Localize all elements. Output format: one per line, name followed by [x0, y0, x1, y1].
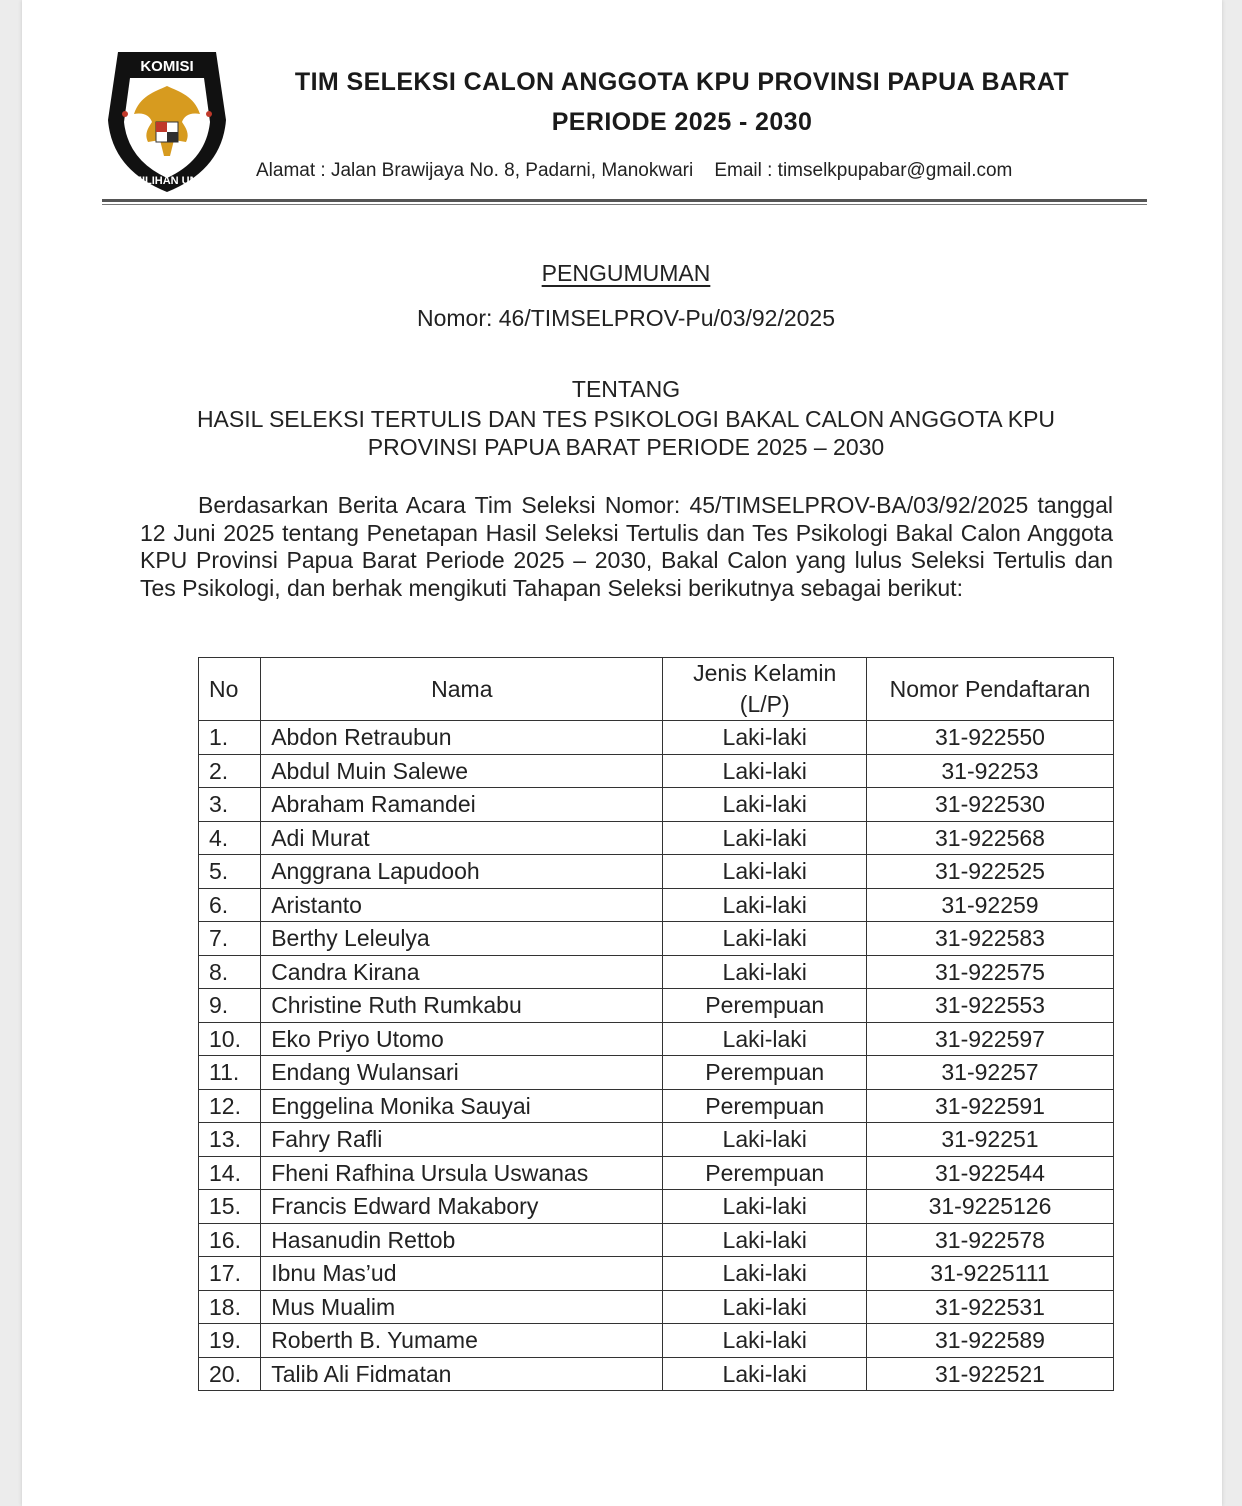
header-title: TIM SELEKSI CALON ANGGOTA KPU PROVINSI PAPUA BARAT [294, 68, 1070, 96]
row-number: 11. [199, 1056, 261, 1090]
header-gender [663, 658, 867, 721]
table-row [199, 821, 1114, 855]
row-number: 13. [199, 1123, 261, 1157]
row-number: 14. [199, 1156, 261, 1190]
table-row [199, 754, 1114, 788]
table-row [199, 721, 1114, 755]
row-name: Candra Kirana [261, 955, 663, 989]
row-registration: 31-922597 [866, 1022, 1113, 1056]
row-name: Mus Mualim [261, 1290, 663, 1324]
table-row [199, 1123, 1114, 1157]
row-name: Abdul Muin Salewe [261, 754, 663, 788]
row-name: Endang Wulansari [261, 1056, 663, 1090]
row-registration: 31-922531 [866, 1290, 1113, 1324]
row-gender: Laki-laki [663, 1257, 867, 1291]
row-gender: Laki-laki [663, 721, 867, 755]
table-row [199, 1257, 1114, 1291]
header-divider [102, 199, 1147, 202]
row-name: Hasanudin Rettob [261, 1223, 663, 1257]
row-registration: 31-922568 [866, 821, 1113, 855]
row-registration: 31-922589 [866, 1324, 1113, 1358]
header-email: Email : timselkpupabar@gmail.com [714, 160, 1013, 181]
table-row [199, 1290, 1114, 1324]
row-registration: 31-922583 [866, 922, 1113, 956]
row-gender: Laki-laki [663, 1357, 867, 1391]
row-registration: 31-922544 [866, 1156, 1113, 1190]
table-row [199, 788, 1114, 822]
kpu-logo-icon [104, 42, 230, 198]
table-row [199, 888, 1114, 922]
row-name: Enggelina Monika Sauyai [261, 1089, 663, 1123]
row-registration: 31-92259 [866, 888, 1113, 922]
table-row [199, 1324, 1114, 1358]
row-gender: Perempuan [663, 1056, 867, 1090]
row-registration: 31-92257 [866, 1056, 1113, 1090]
row-gender: Laki-laki [663, 1223, 867, 1257]
row-gender: Laki-laki [663, 922, 867, 956]
row-number: 10. [199, 1022, 261, 1056]
row-gender: Laki-laki [663, 955, 867, 989]
row-registration: 31-9225111 [866, 1257, 1113, 1291]
row-registration: 31-9225126 [866, 1190, 1113, 1224]
header-registration: Nomor Pendaftaran [866, 658, 1113, 721]
announcement-number: Nomor: 46/TIMSELPROV-Pu/03/92/2025 [416, 305, 836, 331]
row-number: 9. [199, 989, 261, 1023]
row-number: 12. [199, 1089, 261, 1123]
row-gender: Laki-laki [663, 1190, 867, 1224]
row-gender: Laki-laki [663, 855, 867, 889]
header-divider-thin [102, 204, 1147, 205]
announcement-subject [122, 405, 1130, 461]
row-name: Fahry Rafli [261, 1123, 663, 1157]
row-number: 2. [199, 754, 261, 788]
row-number: 3. [199, 788, 261, 822]
row-gender: Perempuan [663, 1089, 867, 1123]
row-gender: Laki-laki [663, 754, 867, 788]
row-number: 6. [199, 888, 261, 922]
document-page [22, 0, 1222, 1506]
table-row [199, 1223, 1114, 1257]
row-name: Francis Edward Makabory [261, 1190, 663, 1224]
row-number: 4. [199, 821, 261, 855]
header-address: Alamat : Jalan Brawijaya No. 8, Padarni, Manokwari [256, 160, 694, 181]
table-row [199, 1056, 1114, 1090]
row-registration: 31-922553 [866, 989, 1113, 1023]
row-registration: 31-92253 [866, 754, 1113, 788]
row-number: 5. [199, 855, 261, 889]
announcement-paragraph: Berdasarkan Berita Acara Tim Seleksi Nomor: 45/TIMSELPROV-BA/03/92/2025 tanggal 12 Juni 2025 tentang Penetapan Hasil Seleksi Tertulis dan Tes Psikologi Bakal Calon Anggota KPU Provinsi Papua Barat Periode 2025 – 2030, Bakal Calon yang lulus Seleksi Tertulis dan Tes Psikologi, dan berhak mengikuti Tahapan Seleksi berikutnya sebagai berikut: [140, 492, 1113, 601]
announcement-title: PENGUMUMAN [541, 260, 711, 286]
row-registration: 31-922591 [866, 1089, 1113, 1123]
row-gender: Perempuan [663, 1156, 867, 1190]
logo-text-bottom: PEMILIHAN UMUM [118, 175, 216, 187]
row-name: Eko Priyo Utomo [261, 1022, 663, 1056]
row-number: 18. [199, 1290, 261, 1324]
row-gender: Laki-laki [663, 1324, 867, 1358]
row-name: Adi Murat [261, 821, 663, 855]
row-registration: 31-922550 [866, 721, 1113, 755]
row-name: Berthy Leleulya [261, 922, 663, 956]
table-row [199, 955, 1114, 989]
row-registration: 31-92251 [866, 1123, 1113, 1157]
table-row [199, 1357, 1114, 1391]
table-row [199, 855, 1114, 889]
table-row [199, 1089, 1114, 1123]
subject-line-1: HASIL SELEKSI TERTULIS DAN TES PSIKOLOGI BAKAL CALON ANGGOTA KPU [196, 406, 1056, 432]
row-gender: Laki-laki [663, 888, 867, 922]
results-table [198, 657, 1114, 1391]
row-number: 20. [199, 1357, 261, 1391]
header-contact [256, 160, 1012, 182]
logo-text-top: KOMISI [140, 58, 194, 75]
row-name: Ibnu Mas’ud [261, 1257, 663, 1291]
row-number: 19. [199, 1324, 261, 1358]
row-name: Anggrana Lapudooh [261, 855, 663, 889]
row-registration: 31-922578 [866, 1223, 1113, 1257]
row-registration: 31-922525 [866, 855, 1113, 889]
header-no: No [199, 658, 261, 721]
row-gender: Laki-laki [663, 1123, 867, 1157]
table-row [199, 922, 1114, 956]
row-number: 7. [199, 922, 261, 956]
header-gender-line-1: Jenis Kelamin [693, 660, 837, 686]
row-name: Fheni Rafhina Ursula Uswanas [261, 1156, 663, 1190]
row-name: Abraham Ramandei [261, 788, 663, 822]
row-name: Roberth B. Yumame [261, 1324, 663, 1358]
row-registration: 31-922575 [866, 955, 1113, 989]
row-name: Abdon Retraubun [261, 721, 663, 755]
row-name: Talib Ali Fidmatan [261, 1357, 663, 1391]
row-gender: Perempuan [663, 989, 867, 1023]
table-row [199, 1156, 1114, 1190]
table-row [199, 1190, 1114, 1224]
header-name: Nama [261, 658, 663, 721]
row-gender: Laki-laki [663, 788, 867, 822]
header-gender-line-2: (L/P) [739, 691, 790, 717]
row-name: Christine Ruth Rumkabu [261, 989, 663, 1023]
row-name: Aristanto [261, 888, 663, 922]
header-period: PERIODE 2025 - 2030 [551, 108, 813, 136]
row-number: 17. [199, 1257, 261, 1291]
row-number: 16. [199, 1223, 261, 1257]
announcement-tentang: TENTANG [571, 376, 681, 402]
table-row [199, 1022, 1114, 1056]
row-gender: Laki-laki [663, 821, 867, 855]
row-registration: 31-922521 [866, 1357, 1113, 1391]
row-registration: 31-922530 [866, 788, 1113, 822]
row-number: 15. [199, 1190, 261, 1224]
table-row [199, 989, 1114, 1023]
table-header-row [199, 658, 1114, 721]
subject-line-2: PROVINSI PAPUA BARAT PERIODE 2025 – 2030 [367, 434, 885, 460]
row-number: 1. [199, 721, 261, 755]
row-gender: Laki-laki [663, 1022, 867, 1056]
row-number: 8. [199, 955, 261, 989]
row-gender: Laki-laki [663, 1290, 867, 1324]
